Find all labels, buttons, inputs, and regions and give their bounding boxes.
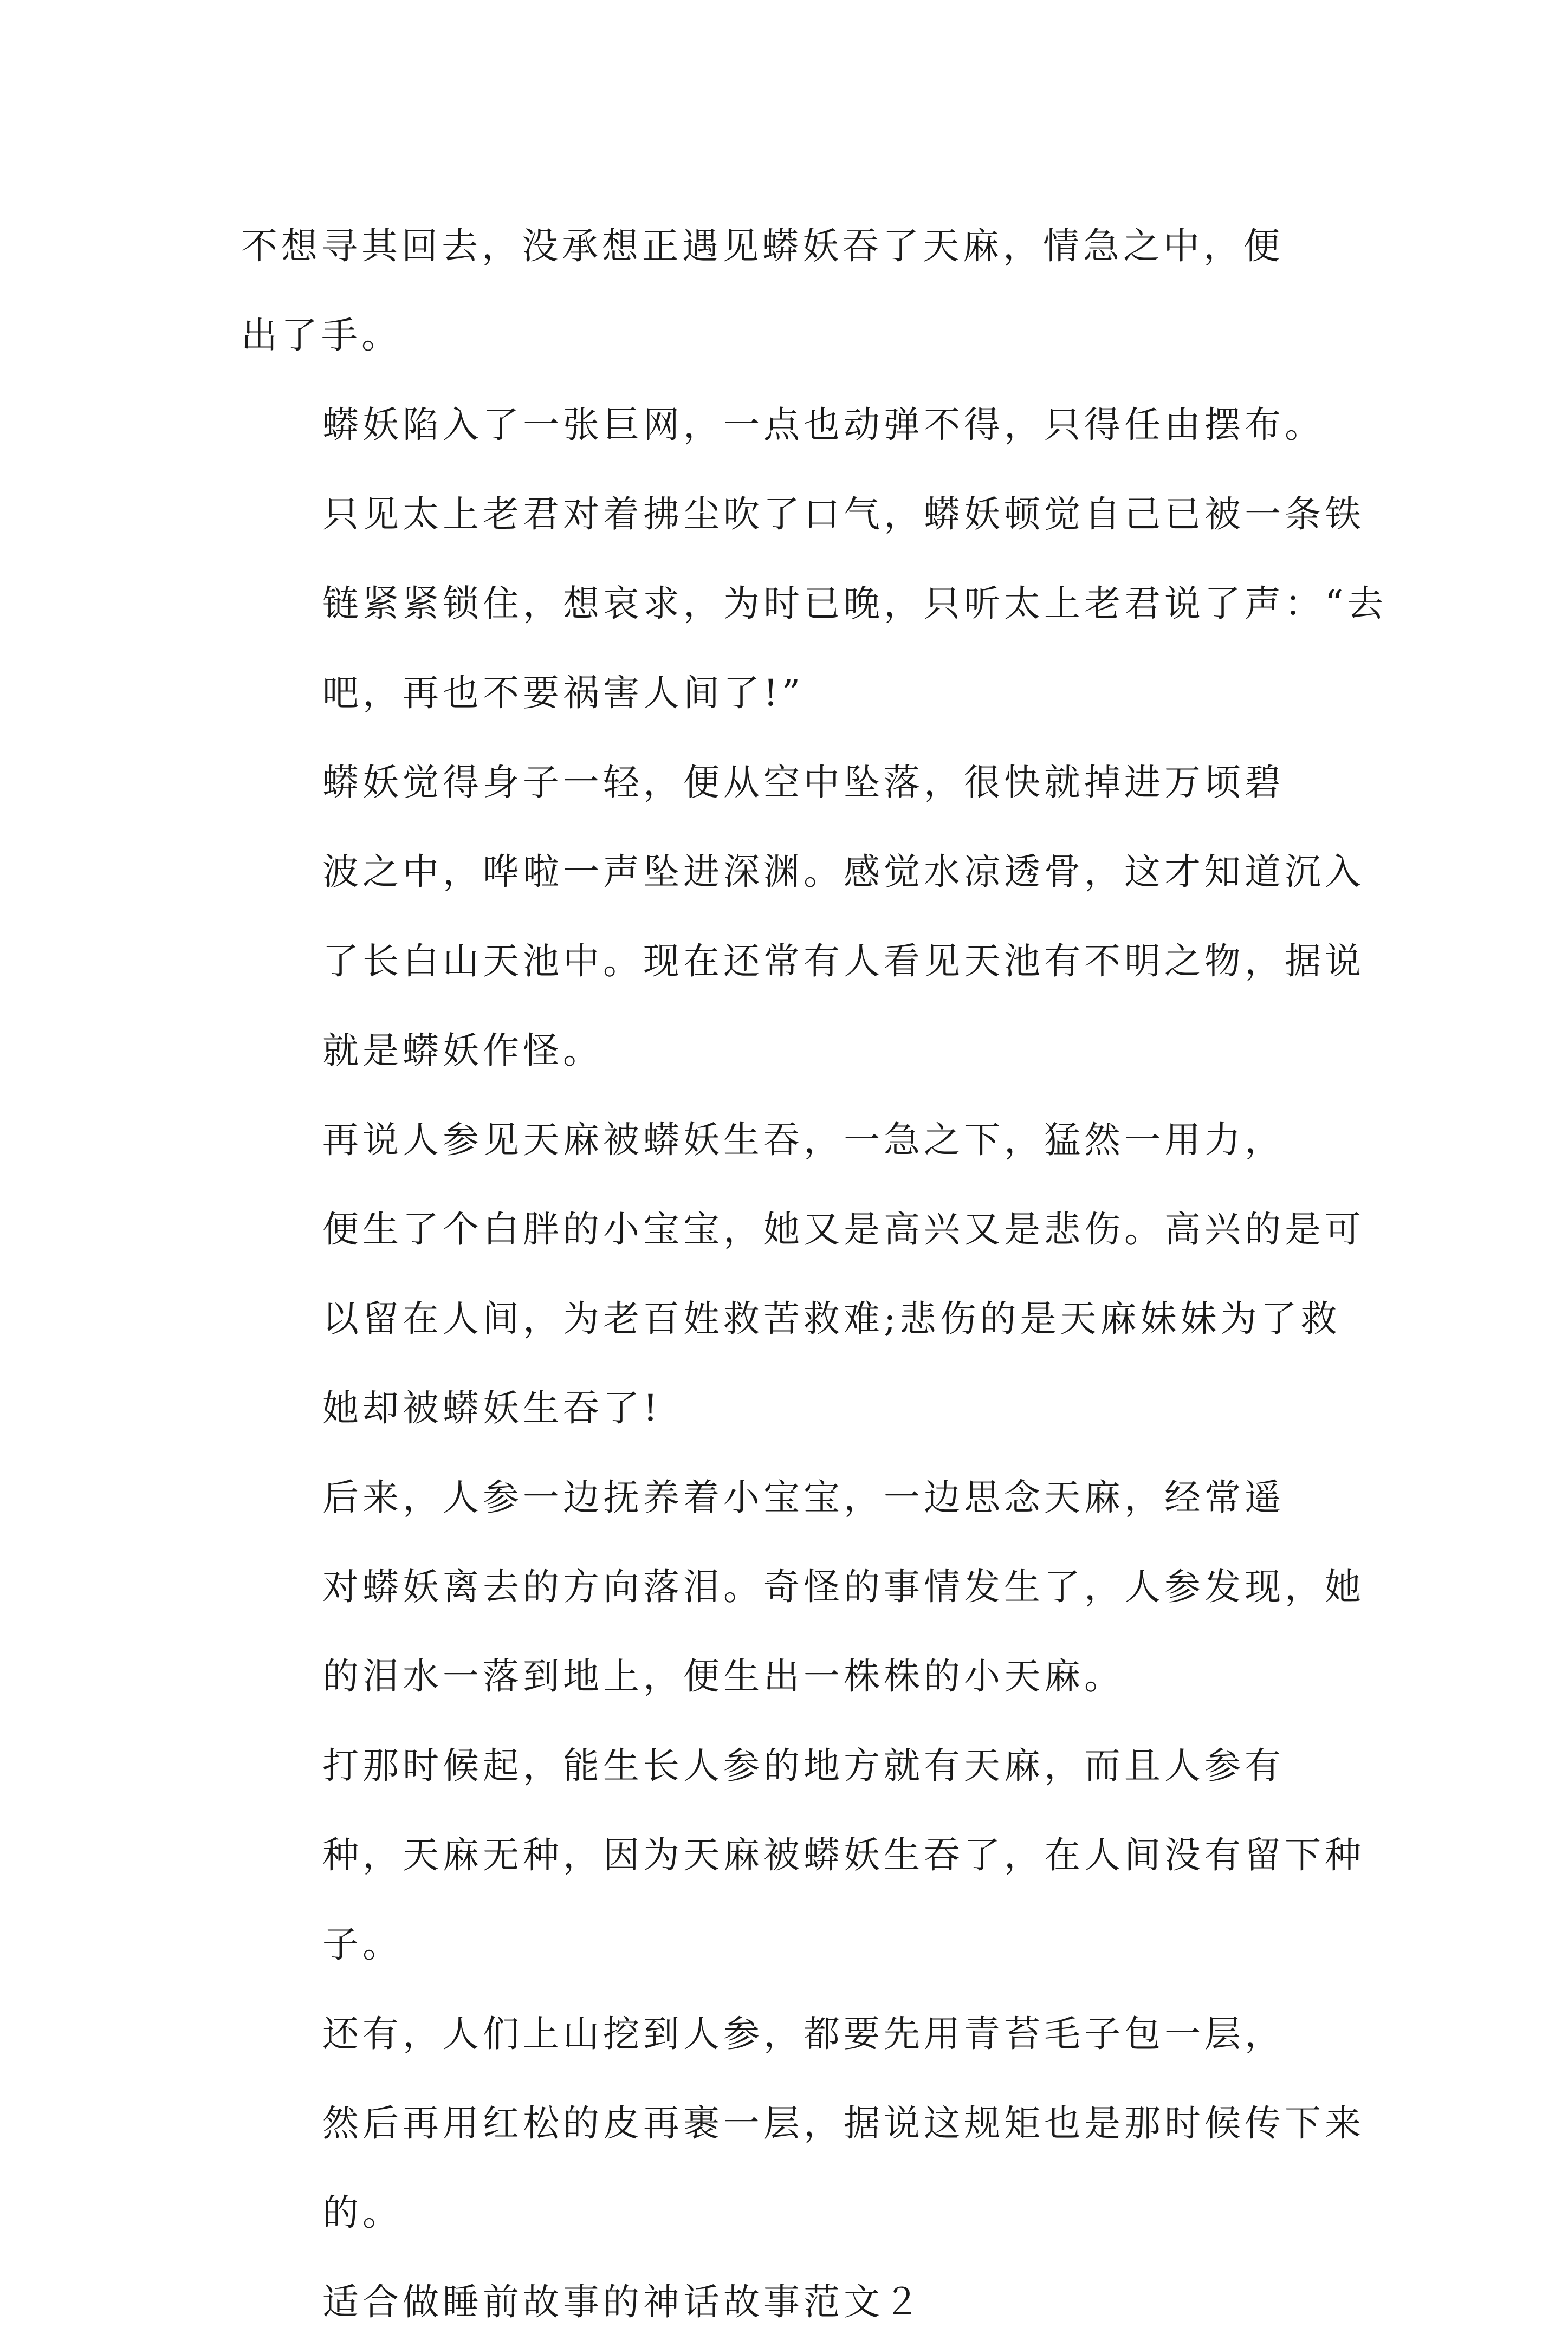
text-line: 子。: [322, 1923, 403, 1966]
text-line: 的。: [322, 2192, 403, 2234]
text-line: 波之中，哗啦一声坠进深渊。感觉水凉透骨，这才知道沉入: [322, 851, 1365, 893]
text-line: 链紧紧锁住，想哀求，为时已晚，只听太上老君说了声：“去: [322, 582, 1388, 625]
text-line: 蟒妖觉得身子一轻，便从空中坠落，很快就掉进万顷碧: [322, 761, 1285, 803]
text-line: 吧，再也不要祸害人间了!”: [322, 672, 805, 714]
text-line: 她却被蟒妖生吞了!: [322, 1387, 662, 1429]
text-line: 不想寻其回去，没承想正遇见蟒妖吞了天麻，情急之中，便: [241, 225, 1284, 267]
paragraph-6: [241, 1721, 1365, 1989]
text-line: 蟒妖陷入了一张巨网，一点也动弹不得，只得任由摆布。: [322, 404, 1325, 446]
text-line: 种，天麻无种，因为天麻被蟒妖生吞了，在人间没有留下种: [322, 1834, 1365, 1876]
section-heading: [241, 2258, 1330, 2347]
text-line: 适合做睡前故事的神话故事范文２: [322, 2281, 924, 2323]
text-line: 对蟒妖离去的方向落泪。奇怪的事情发生了，人参发现，她: [322, 1566, 1365, 1608]
text-line: 便生了个白胖的小宝宝，她又是高兴又是悲伤。高兴的是可: [322, 1208, 1365, 1250]
text-line: 再说人参见天麻被蟒妖生吞，一急之下，猛然一用力，: [322, 1119, 1285, 1161]
paragraph-1: [241, 202, 1330, 380]
text-line: 以留在人间，为老百姓救苦救难;悲伤的是天麻妹妹为了救: [322, 1298, 1341, 1340]
paragraph-2: [241, 380, 1388, 738]
document-body: [241, 202, 1388, 2347]
text-line: 出了手。: [241, 314, 401, 356]
text-line: 就是蟒妖作怪。: [322, 1029, 603, 1072]
text-line: 的泪水一落到地上，便生出一株株的小天麻。: [322, 1655, 1124, 1697]
text-line: 打那时候起，能生长人参的地方就有天麻，而且人参有: [322, 1745, 1285, 1787]
paragraph-5: [241, 1453, 1365, 1721]
paragraph-3: [241, 738, 1365, 1095]
text-line: 然后再用红松的皮再裹一层，据说这规矩也是那时候传下来: [322, 2102, 1365, 2144]
text-line: 了长白山天池中。现在还常有人看见天池有不明之物，据说: [322, 940, 1365, 982]
paragraph-4: [241, 1095, 1365, 1453]
text-line: 还有，人们上山挖到人参，都要先用青苔毛子包一层，: [322, 2013, 1285, 2055]
text-line: 后来，人参一边抚养着小宝宝，一边思念天麻，经常遥: [322, 1476, 1285, 1519]
text-line: 只见太上老君对着拂尘吹了口气，蟒妖顿觉自己已被一条铁: [322, 493, 1365, 535]
